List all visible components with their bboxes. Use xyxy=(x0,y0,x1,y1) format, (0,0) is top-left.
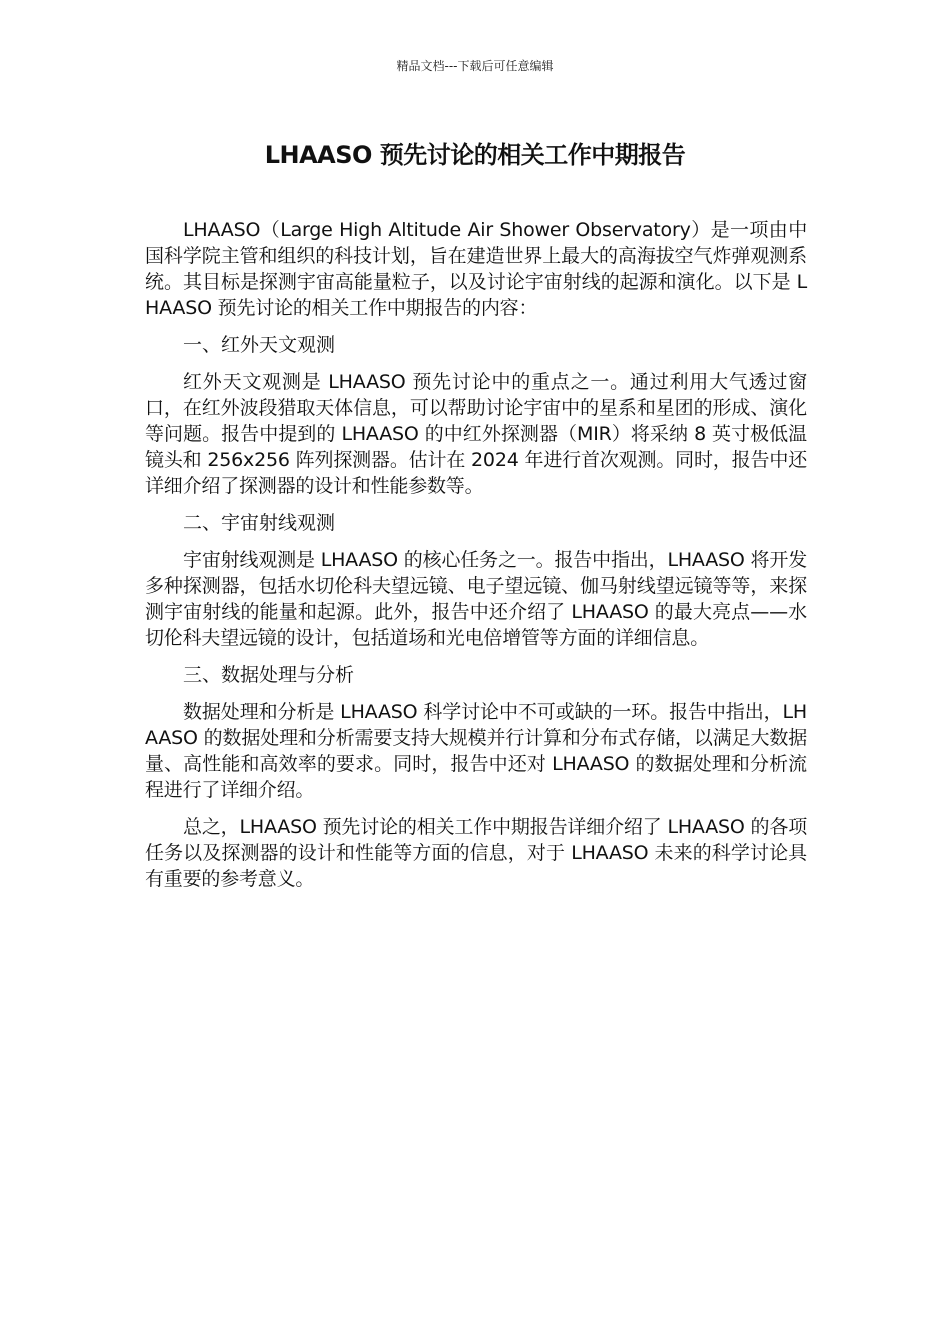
section-heading-data-processing: 三、数据处理与分析 xyxy=(183,664,355,686)
section-body-cosmic-ray: 宇宙射线观测是 LHAASO 的核心任务之一。报告中指出，LHAASO 将开发多种探测器，包括水切伦科夫望远镜、电子望远镜、伽马射线望远镜等等，来探测宇宙射线的能量和起源。此外，报告中还介绍了 LHAASO 的最大亮点——水切伦科夫望远镜的设计，包括道场和光电倍增管等方面的详细信息。 xyxy=(145,549,807,649)
section-heading-cosmic-ray: 二、宇宙射线观测 xyxy=(183,512,336,534)
section-heading-infrared: 一、红外天文观测 xyxy=(183,334,336,356)
intro-paragraph: LHAASO（Large High Altitude Air Shower Observatory）是一项由中国科学院主管和组织的科技计划，旨在建造世界上最大的高海拔空气炸弹观测系统。其目标是探测宇宙高能量粒子，以及讨论宇宙射线的起源和演化。以下是 LHAASO 预先讨论的相关工作中期报告的内容： xyxy=(145,219,807,319)
conclusion-paragraph: 总之，LHAASO 预先讨论的相关工作中期报告详细介绍了 LHAASO 的各项任务以及探测器的设计和性能等方面的信息，对于 LHAASO 未来的科学讨论具有重要的参考意义。 xyxy=(145,816,807,890)
document-title: LHAASO 预先讨论的相关工作中期报告 xyxy=(264,141,686,169)
section-body-data-processing: 数据处理和分析是 LHAASO 科学讨论中不可或缺的一环。报告中指出，LHAASO 的数据处理和分析需要支持大规模并行计算和分布式存储，以满足大数据量、高性能和高效率的要求。同时，报告中还对 LHAASO 的数据处理和分析流程进行了详细介绍。 xyxy=(145,701,807,801)
section-body-infrared: 红外天文观测是 LHAASO 预先讨论中的重点之一。通过利用大气透过窗口，在红外波段猎取天体信息，可以帮助讨论宇宙中的星系和星团的形成、演化等问题。报告中提到的 LHAASO 的中红外探测器（MIR）将采纳 8 英寸极低温镜头和 256x256 阵列探测器。估计在 2024 年进行首次观测。同时，报告中还详细介绍了探测器的设计和性能参数等。 xyxy=(145,371,807,497)
header-note: 精品文档---下载后可任意编辑 xyxy=(396,59,554,73)
document-body xyxy=(145,217,807,903)
